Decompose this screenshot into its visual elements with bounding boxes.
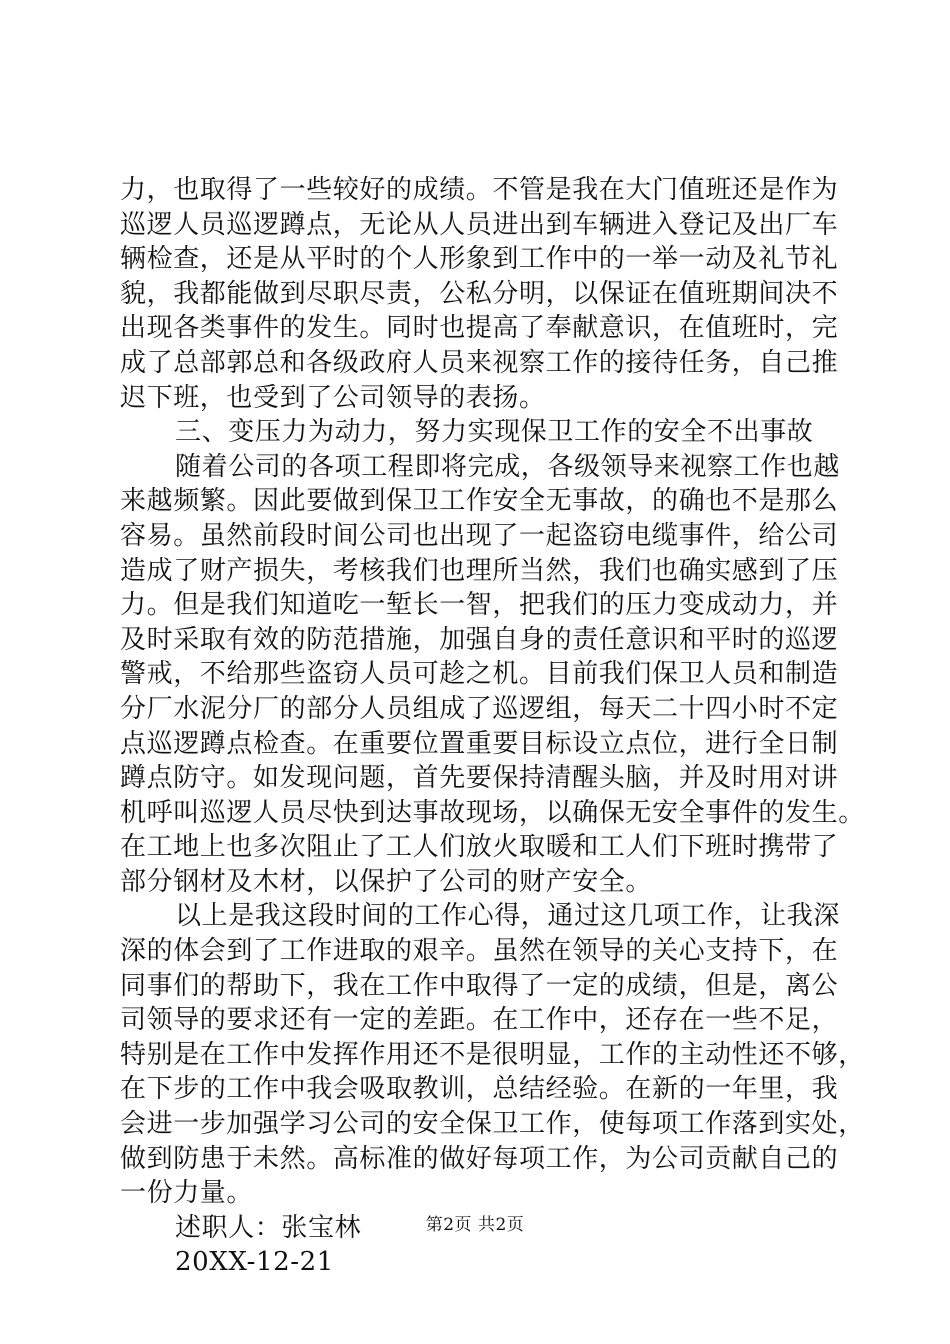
- text-line: 做到防患于未然。高标准的做好每项工作，为公司贡献自己的: [120, 1143, 839, 1174]
- text-line: 成了总部郭总和各级政府人员来视察工作的接待任务，自己推: [120, 347, 839, 378]
- text-line: 以上是我这段时间的工作心得，通过这几项工作，让我深: [175, 901, 841, 932]
- text-line: 点巡逻蹲点检查。在重要位置重要目标设立点位，进行全日制: [120, 728, 839, 759]
- text-line: 在下步的工作中我会吸取教训，总结经验。在新的一年里，我: [120, 1074, 839, 1105]
- text-line: 蹲点防守。如发现问题，首先要保持清醒头脑，并及时用对讲: [120, 763, 839, 794]
- text-line: 随着公司的各项工程即将完成，各级领导来视察工作也越: [175, 451, 841, 482]
- text-line: 来越频繁。因此要做到保卫工作安全无事故，的确也不是那么: [120, 486, 839, 517]
- text-line: 容易。虽然前段时间公司也出现了一起盗窃电缆事件，给公司: [120, 520, 839, 551]
- text-line: 一份力量。: [120, 1178, 254, 1209]
- text-line: 会进一步加强学习公司的安全保卫工作，使每项工作落到实处，: [120, 1109, 865, 1140]
- text-line: 力。但是我们知道吃一堑长一智，把我们的压力变成动力，并: [120, 590, 839, 621]
- text-line: 辆检查，还是从平时的个人形象到工作中的一举一动及礼节礼: [120, 244, 839, 275]
- text-line: 分厂水泥分厂的部分人员组成了巡逻组，每天二十四小时不定: [120, 693, 839, 724]
- text-line: 20XX-12-21: [175, 1247, 334, 1278]
- text-line: 部分钢材及木材，以保护了公司的财产安全。: [120, 866, 653, 897]
- text-line: 司领导的要求还有一定的差距。在工作中，还存在一些不足，: [120, 1005, 839, 1036]
- text-line: 警戒，不给那些盗窃人员可趁之机。目前我们保卫人员和制造: [120, 659, 839, 690]
- page-number-footer: 第2页 共2页: [425, 1215, 525, 1235]
- text-line: 及时采取有效的防范措施，加强自身的责任意识和平时的巡逻: [120, 624, 839, 655]
- text-line: 特别是在工作中发挥作用还不是很明显，工作的主动性还不够，: [120, 1039, 865, 1070]
- text-line: 巡逻人员巡逻蹲点，无论从人员进出到车辆进入登记及出厂车: [120, 209, 839, 240]
- text-line: 在工地上也多次阻止了工人们放火取暖和工人们下班时携带了: [120, 832, 839, 863]
- text-line: 出现各类事件的发生。同时也提高了奉献意识，在值班时，完: [120, 313, 839, 344]
- text-line: 机呼叫巡逻人员尽快到达事故现场，以确保无安全事件的发生。: [120, 797, 865, 828]
- text-line: 力，也取得了一些较好的成绩。不管是我在大门值班还是作为: [120, 175, 839, 205]
- text-line: 造成了财产损失，考核我们也理所当然，我们也确实感到了压: [120, 555, 839, 586]
- text-line: 同事们的帮助下，我在工作中取得了一定的成绩，但是，离公: [120, 970, 839, 1001]
- text-line: 三、变压力为动力，努力实现保卫工作的安全不出事故: [175, 417, 814, 448]
- document-body: [120, 173, 865, 1280]
- text-line: 貌，我都能做到尽职尽责，公私分明，以保证在值班期间决不: [120, 278, 839, 309]
- text-line: 述职人：张宝林: [175, 1212, 362, 1243]
- text-line: 迟下班，也受到了公司领导的表扬。: [120, 382, 546, 413]
- text-line: 深的体会到了工作进取的艰辛。虽然在领导的关心支持下，在: [120, 936, 839, 967]
